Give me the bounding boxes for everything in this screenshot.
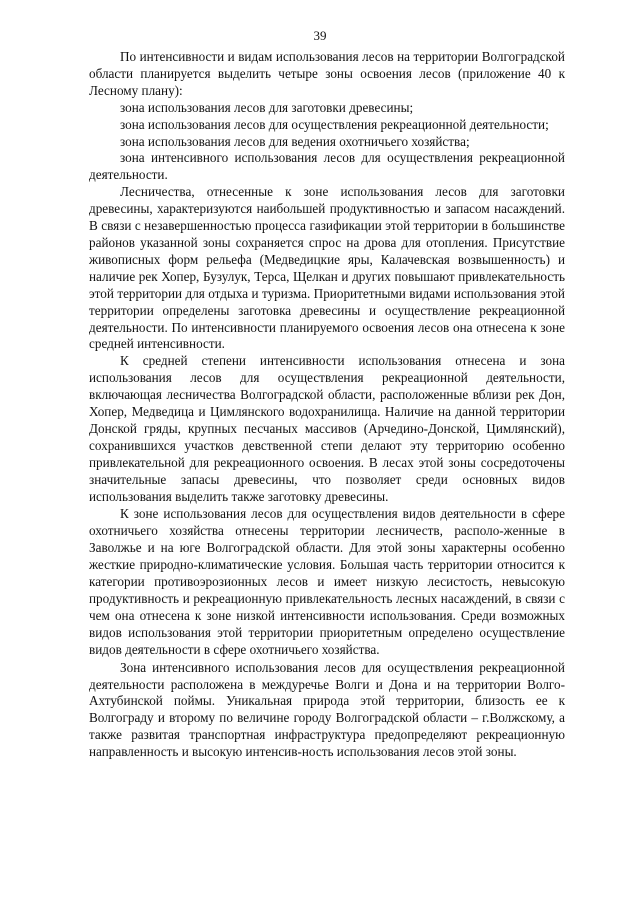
- zone-list-item: зона использования лесов для осуществления рекреационной деятельности;: [120, 116, 549, 132]
- intro-paragraph: По интенсивности и видам использования лесов на территории Волгоградской области планируется выделить четыре зоны освоения лесов (приложение 40 к Лесному плану):: [89, 49, 565, 98]
- paragraph-intensive-recreation-zone: Зона интенсивного использования лесов для осуществления рекреационной деятельности расположена в междуречье Волги и Дона и на территории Волго-Ахтубинской поймы. Уникальная природа этой территории, близость ее к Волгограду и второму по величине городу Волгоградской области – г.Волжскому, а также развитая транспортная инфраструктура предопределяют рекреационную направленность и высокую интенсив-ность использования лесов этой зоны.: [89, 659, 565, 760]
- zone-list-item: зона использования лесов для ведения охотничьего хозяйства;: [120, 133, 470, 149]
- document-body: [89, 49, 565, 761]
- zone-list-item: зона использования лесов для заготовки древесины;: [120, 99, 414, 115]
- paragraph-hunting-zone: К зоне использования лесов для осуществления видов деятельности в сфере охотничьего хозяйства отнесены территории лесничеств, располо-женные в Заволжье и на юге Волгоградской области. Для этой зоны характерны особенно жесткие природно-климатические условия. Большая часть территории относится к категории противоэрозионных лесов и имеет низкую лесистость, невысокую продуктивность и рекреационную привлекательность лесных насаждений, в связи с чем она отнесена к зоне низкой интенсивности использования. Среди возможных видов использования этой территории приоритетным определено осуществление видов деятельности в сфере охотничьего хозяйства.: [89, 506, 565, 657]
- zone-list-item: зона интенсивного использования лесов для осуществления рекреационной деятельности.: [89, 150, 565, 183]
- paragraph-recreation-zone: К средней степени интенсивности использования отнесена и зона использования лесов для осуществления рекреационной деятельности, включающая лесничества Волгоградской области, расположенные вблизи рек Дон, Хопер, Медведица и Цимлянского водохранилища. Наличие на данной территории Донской гряды, крупных песчаных массивов (Арчедино-Донской, Цимлянский), сохранившихся участков девственной степи делают эту территорию особенно привлекательной для рекреационного освоения. В лесах этой зоны сосредоточены значительные запасы древесины, что позволяет среди основных видов использования выделить также заготовку древесины.: [89, 353, 565, 504]
- paragraph-harvesting-zone: Лесничества, отнесенные к зоне использования лесов для заготовки древесины, характеризуются наибольшей продуктивностью и запасом насаждений. В связи с незавершенностью процесса газификации этой территории в большинстве районов указанной зоны сохраняется спрос на дрова для отопления. Присутствие живописных форм рельефа (Медведицкие яры, Калачевская возвышенность) и наличие рек Хопер, Бузулук, Терса, Щелкан и других повышают привлекательность этой территории для отдыха и туризма. Приоритетными видами использования этой территории определены заготовка древесины и осуществление рекреационной деятельности. По интенсивности планируемого освоения лесов она отнесена к зоне средней интенсивности.: [89, 184, 565, 352]
- page-number: 39: [313, 28, 327, 43]
